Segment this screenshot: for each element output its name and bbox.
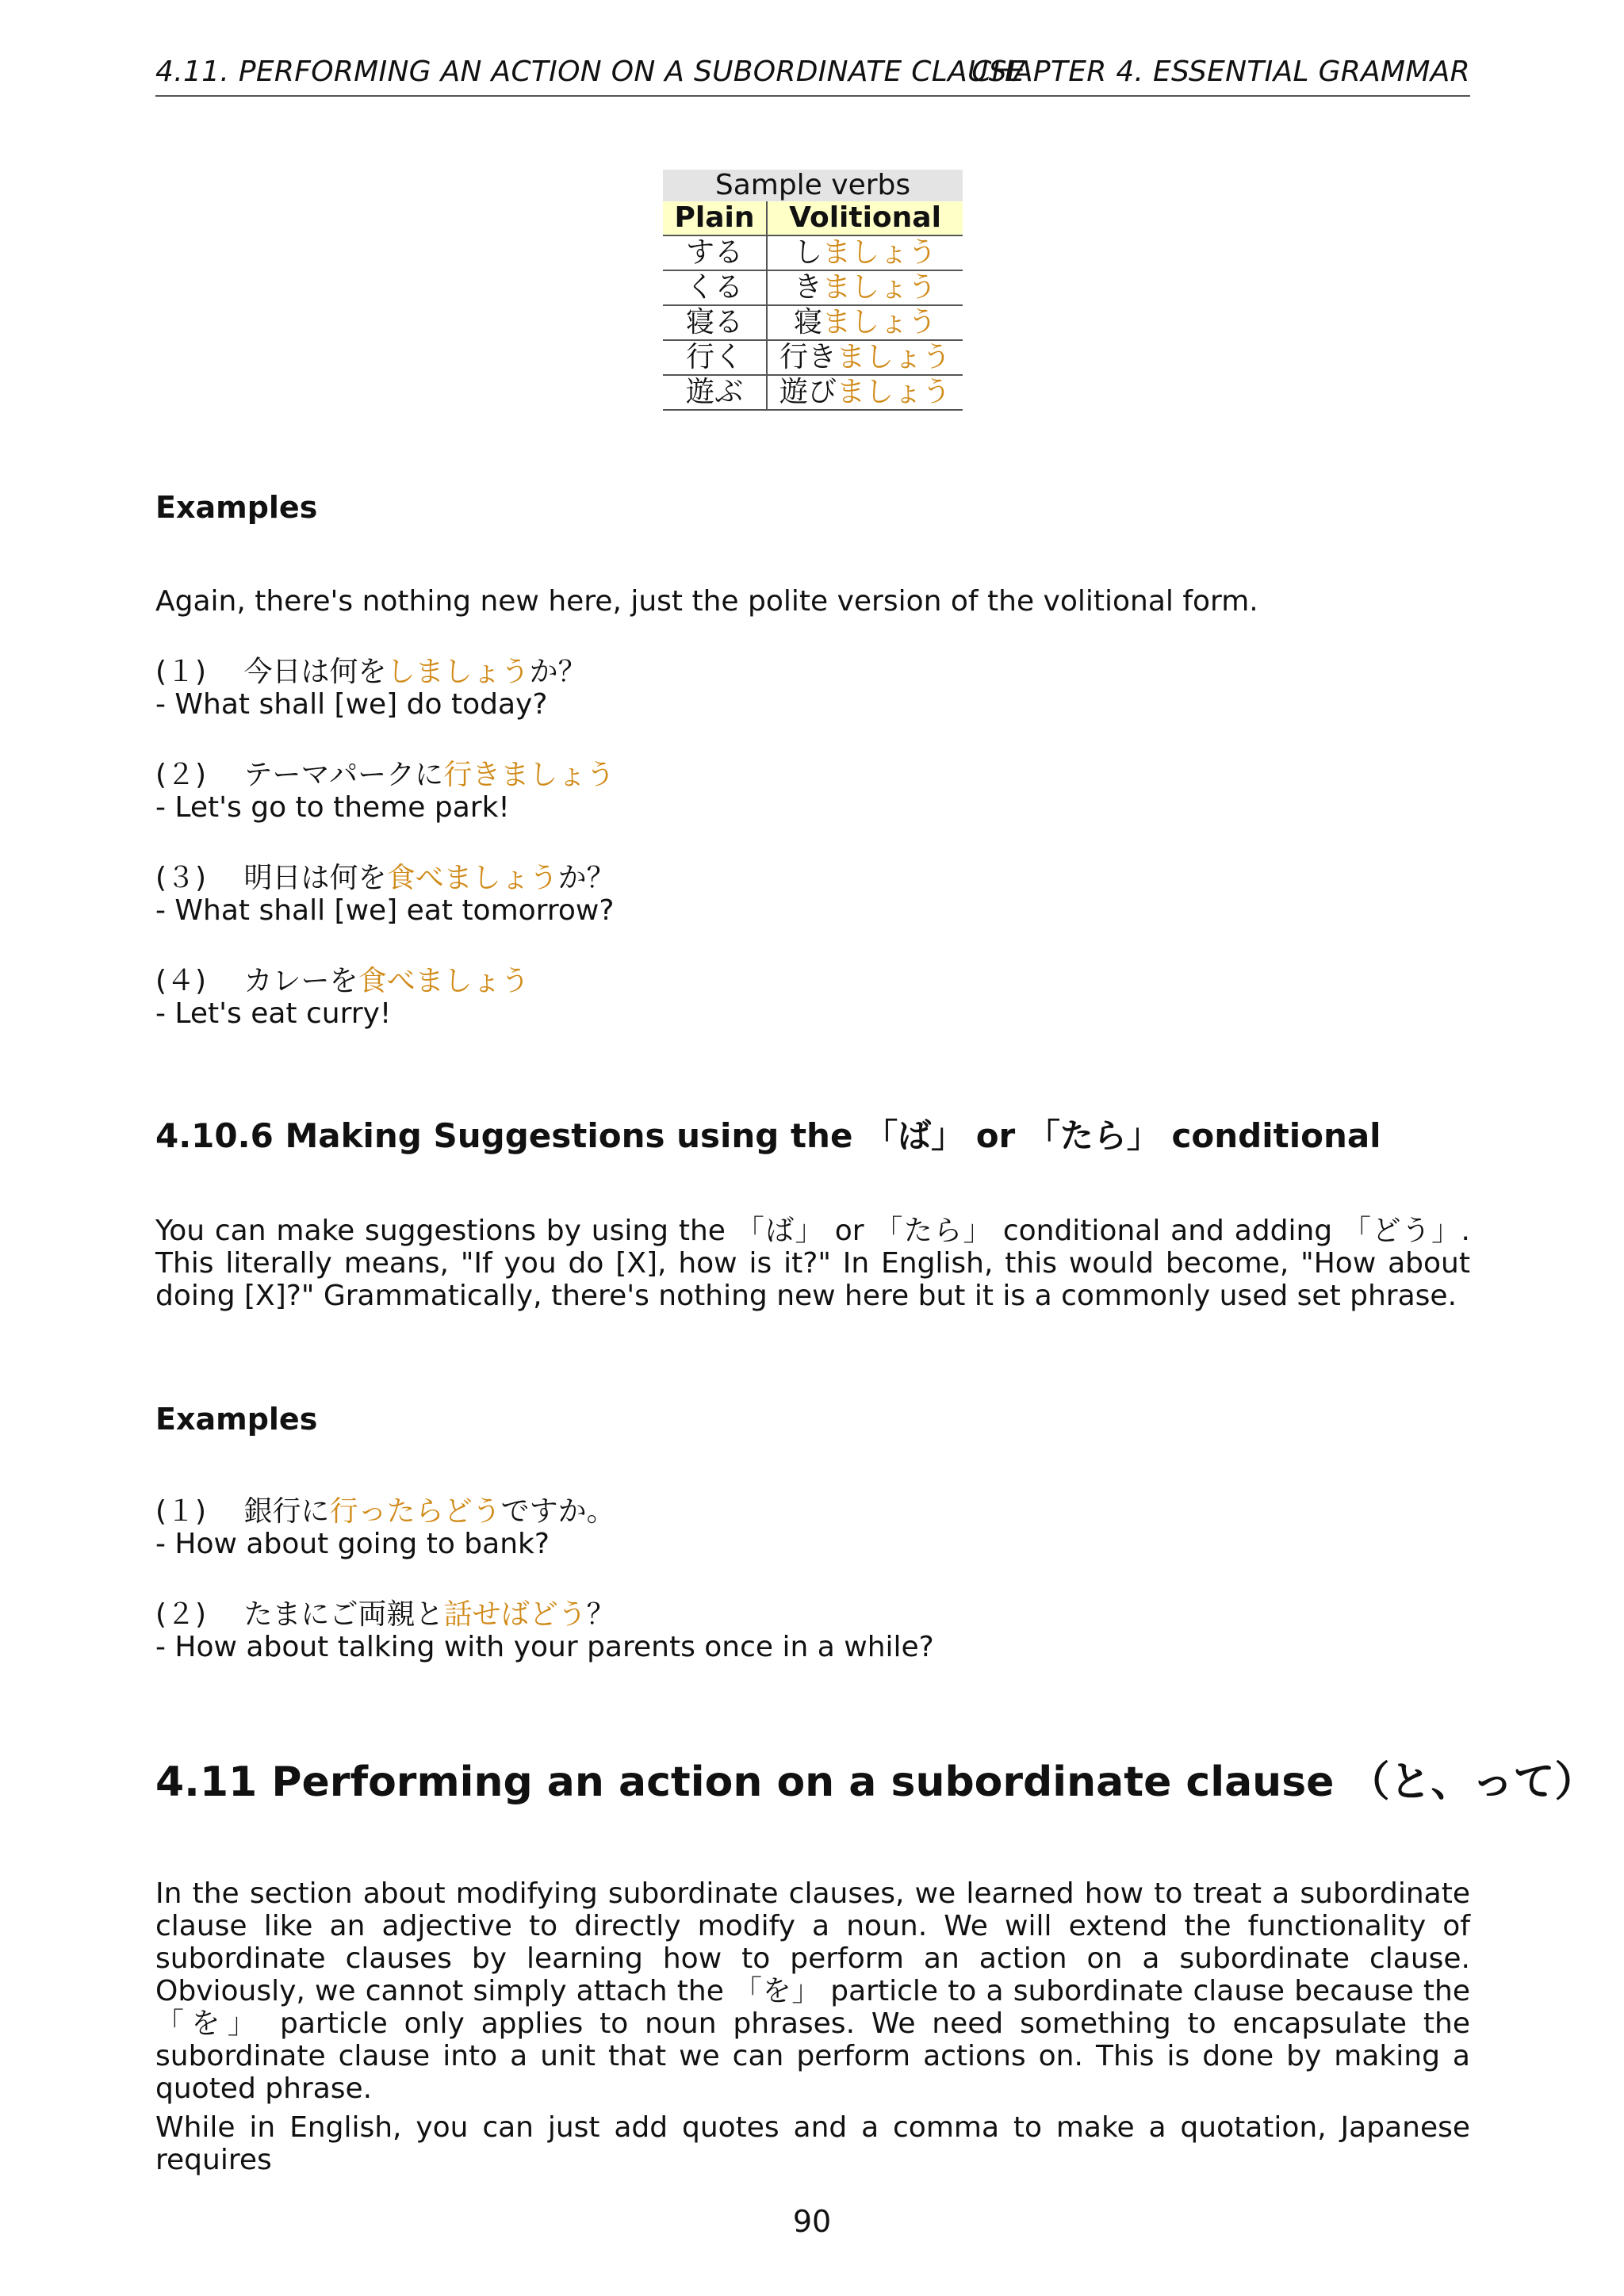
plain-cell: 遊ぶ <box>663 375 767 410</box>
column-header-plain: Plain <box>663 201 767 235</box>
section-heading <box>155 1758 1596 1806</box>
volitional-cell <box>767 340 963 375</box>
volitional-ending: ましょう <box>822 236 937 269</box>
example-item <box>155 862 1470 927</box>
example-item <box>155 1495 1470 1560</box>
table-row <box>663 270 963 305</box>
volitional-stem: き <box>793 271 822 304</box>
example-jp-text: カレーを <box>243 965 358 997</box>
volitional-stem: し <box>793 236 822 269</box>
example-item <box>155 656 1470 721</box>
example-jp-tail: ？ <box>586 1598 615 1631</box>
table-caption-row <box>663 170 963 201</box>
example-translation: - How about talking with your parents once in a while? <box>155 1631 934 1663</box>
example-translation: - What shall [we] do today? <box>155 688 548 721</box>
example-japanese <box>155 656 1470 688</box>
subsection-number: 4.10.6 <box>155 1116 274 1155</box>
example-japanese <box>155 965 1470 997</box>
volitional-stem: 遊び <box>779 376 837 408</box>
volitional-cell <box>767 235 963 270</box>
volitional-ending: ましょう <box>822 306 937 339</box>
section-paragraph-2: While in English, you can just add quotes and a comma to make a quotation, Japanese requires <box>155 2111 1470 2176</box>
examples-heading: Examples <box>155 1402 318 1437</box>
example-item <box>155 965 1470 1030</box>
volitional-ending: ましょう <box>837 341 952 373</box>
examples-heading: Examples <box>155 490 318 525</box>
section-title: Performing an action on a subordinate clause （と、って） <box>271 1758 1596 1806</box>
example-translation: - How about going to bank? <box>155 1528 550 1560</box>
table-header-row <box>663 201 963 235</box>
example-japanese <box>155 862 1470 894</box>
intro-paragraph: Again, there's nothing new here, just the polite version of the volitional form. <box>155 585 1258 618</box>
example-japanese <box>155 759 1470 791</box>
subsection-title: Making Suggestions using the 「ば」 or 「たら」 conditional <box>285 1116 1381 1155</box>
table-caption: Sample verbs <box>663 170 963 201</box>
running-header-chapter: CHAPTER 4. ESSENTIAL GRAMMAR <box>971 55 1470 88</box>
example-item <box>155 759 1470 824</box>
volitional-cell <box>767 375 963 410</box>
example-number: (３) <box>155 862 207 894</box>
section-paragraph-1: In the section about modifying subordinate clauses, we learned how to treat a subordinate clause like an adjective to directly modify a noun. We will extend the functionality of subordinate clauses by learning how to perform an action on a subordinate clause. Obviously, we cannot simply attach the 「を」 particle to a subordinate clause because the 「を」 particle only applies to noun phrases. We need something to encapsulate the subordinate clause into a unit that we can perform actions on. This is done by making a quoted phrase. <box>155 1877 1470 2105</box>
example-jp-tail: か？ <box>557 862 615 894</box>
volitional-cell <box>767 270 963 305</box>
plain-cell: 行く <box>663 340 767 375</box>
table-row <box>663 305 963 340</box>
table-row <box>663 375 963 410</box>
example-jp-text: テーマパークに <box>243 759 444 791</box>
example-translation: - Let's eat curry! <box>155 997 392 1030</box>
example-translation: - What shall [we] eat tomorrow? <box>155 894 615 927</box>
example-number: (２) <box>155 1598 207 1631</box>
table-row <box>663 340 963 375</box>
subsection-heading <box>155 1116 1381 1156</box>
running-header-section: 4.11. PERFORMING AN ACTION ON A SUBORDINATE CLAUSE <box>155 55 1025 88</box>
example-japanese <box>155 1598 1470 1631</box>
plain-cell: する <box>663 235 767 270</box>
table-row <box>663 235 963 270</box>
volitional-stem: 寝 <box>793 306 822 339</box>
page-number: 90 <box>792 2204 832 2239</box>
example-jp-highlight: 行ったらどう <box>329 1495 501 1528</box>
example-jp-text: 明日は何を <box>243 862 387 894</box>
example-jp-highlight: 食べましょう <box>358 965 530 997</box>
running-header <box>155 55 1470 97</box>
sample-verbs-table <box>663 170 963 411</box>
example-number: (１) <box>155 656 207 688</box>
example-jp-tail: ですか。 <box>500 1495 615 1528</box>
plain-cell: くる <box>663 270 767 305</box>
volitional-ending: ましょう <box>822 271 937 304</box>
example-jp-text: 銀行に <box>243 1495 330 1528</box>
example-number: (２) <box>155 759 207 791</box>
example-jp-text: 今日は何を <box>243 656 387 688</box>
plain-cell: 寝る <box>663 305 767 340</box>
volitional-stem: 行き <box>779 341 837 373</box>
section-number: 4.11 <box>155 1758 258 1806</box>
example-jp-highlight: 話せばどう <box>443 1598 587 1631</box>
example-number: (１) <box>155 1495 207 1528</box>
suggestion-paragraph: You can make suggestions by using the 「ば」 or 「たら」 conditional and adding 「どう」. This literally means, "If you do [X], how is it?" In English, this would become, "How about doing [X]?" Grammatically, there's nothing new here but it is a commonly used set phrase. <box>155 1215 1470 1312</box>
example-jp-tail: か？ <box>529 656 587 688</box>
example-number: (４) <box>155 965 207 997</box>
example-jp-highlight: 行きましょう <box>443 759 615 791</box>
volitional-ending: ましょう <box>837 376 952 408</box>
example-japanese <box>155 1495 1470 1528</box>
example-jp-text: たまにご両親と <box>243 1598 444 1631</box>
volitional-cell <box>767 305 963 340</box>
example-jp-highlight: しましょう <box>386 656 530 688</box>
example-item <box>155 1598 1470 1663</box>
example-translation: - Let's go to theme park! <box>155 791 510 824</box>
column-header-volitional: Volitional <box>767 201 963 235</box>
example-jp-highlight: 食べましょう <box>386 862 558 894</box>
